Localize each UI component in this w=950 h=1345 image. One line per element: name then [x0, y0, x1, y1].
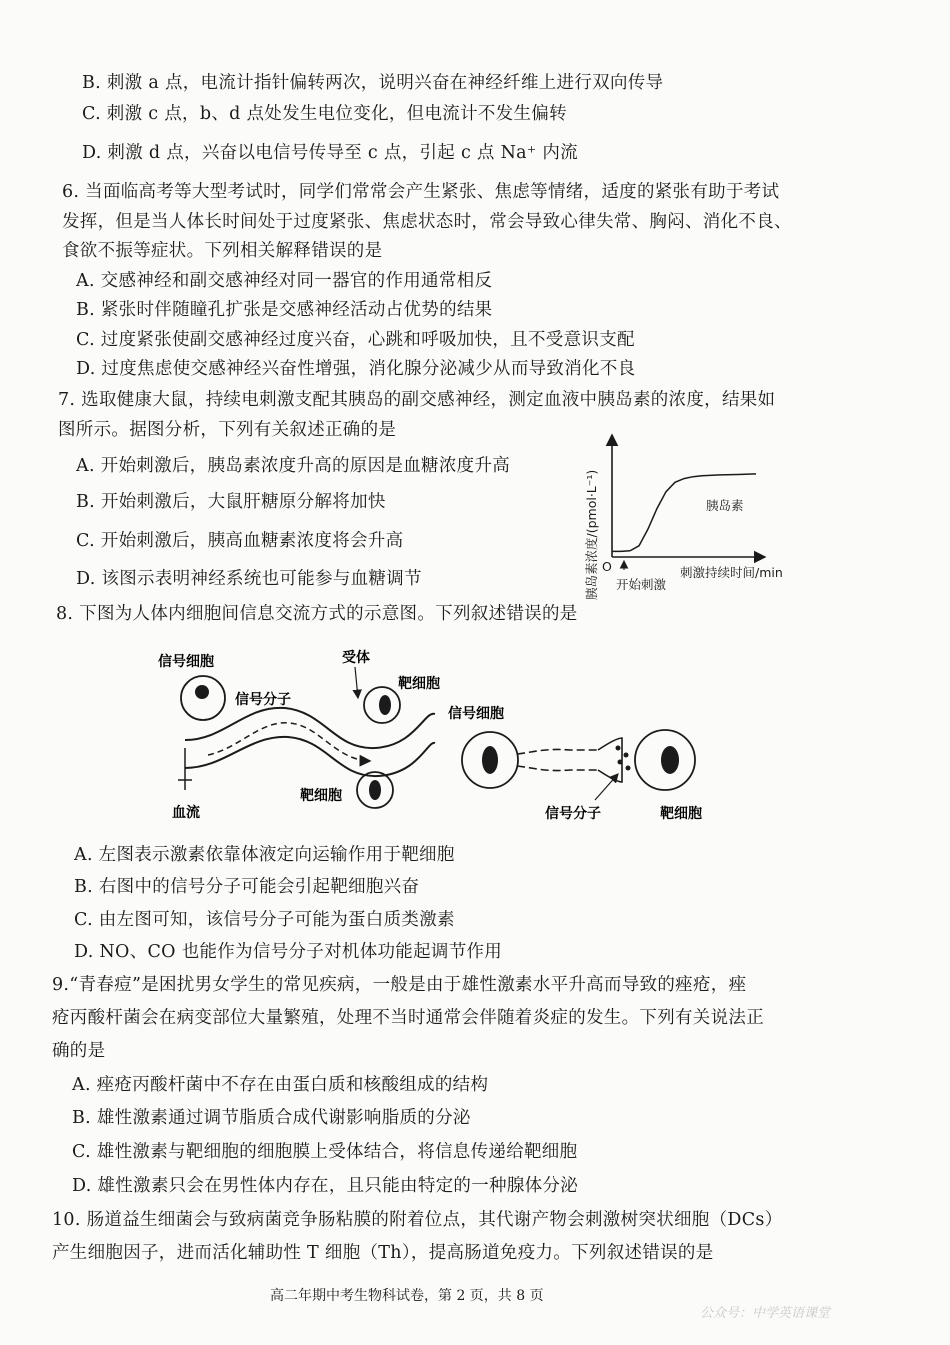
q8-option-d: D. NO、CO 也能作为信号分子对机体功能起调节作用 — [74, 942, 503, 962]
q7-stem-line-2: 图所示。据图分析，下列有关叙述正确的是 — [58, 420, 397, 440]
cell-signal-diagram — [150, 640, 730, 830]
right-signal-molecule-label: 信号分子 — [545, 806, 601, 822]
stimulus-label: 开始刺激 — [616, 577, 667, 592]
q5-option-c: C. 刺激 c 点，b、d 点处发生电位变化，但电流计不发生偏转 — [82, 104, 567, 124]
y-axis-label: 胰岛素浓度/(pmol·L⁻¹) — [584, 469, 599, 600]
q9-option-a: A. 痤疮丙酸杆菌中不存在由蛋白质和核酸组成的结构 — [72, 1075, 489, 1095]
left-target-cell-bottom-label: 靶细胞 — [300, 788, 342, 804]
q6-option-d: D. 过度焦虑使交感神经兴奋性增强，消化腺分泌减少从而导致消化不良 — [76, 359, 636, 379]
left-signal-cell-nucleus — [195, 685, 209, 699]
receptor-label: 受体 — [342, 650, 370, 666]
blood-flow-label: 血流 — [172, 805, 200, 821]
page-footer: 高二年期中考生物科试卷，第 2 页，共 8 页 — [270, 1288, 544, 1304]
q7-stem-line-1: 7. 选取健康大鼠，持续电刺激支配其胰岛的副交感神经，测定血液中胰岛素的浓度，结果如 — [58, 390, 776, 410]
q9-stem-line-2: 疮丙酸杆菌会在病变部位大量繁殖，处理不当时通常会伴随着炎症的发生。下列有关说法正 — [52, 1008, 764, 1028]
q9-stem-line-3: 确的是 — [52, 1041, 106, 1061]
x-axis-label: 刺激持续时间/min — [680, 565, 783, 580]
left-signal-cell-label: 信号细胞 — [158, 654, 214, 670]
right-signal-cell-label: 信号细胞 — [448, 706, 504, 722]
left-signal-molecule-label: 信号分子 — [235, 692, 291, 708]
right-target-cell-label: 靶细胞 — [660, 806, 702, 822]
q6-stem-line-2: 发挥，但是当人体长时间处于过度紧张、焦虑状态时，常会导致心律失常、胸闷、消化不良、 — [62, 212, 792, 232]
watermark: 公众号：中学英语课堂 — [700, 1306, 831, 1321]
q9-option-b: B. 雄性激素通过调节脂质合成代谢影响脂质的分泌 — [72, 1108, 471, 1128]
q6-option-b: B. 紧张时伴随瞳孔扩张是交感神经活动占优势的结果 — [76, 300, 493, 320]
axon-terminal — [598, 738, 622, 782]
q10-stem-line-1: 10. 肠道益生细菌会与致病菌竞争肠粘膜的附着位点，其代谢产物会刺激树突状细胞（DCs） — [52, 1210, 783, 1230]
axon — [517, 749, 598, 770]
left-target-cell-top-label: 靶细胞 — [398, 676, 440, 692]
q5-option-d: D. 刺激 d 点，兴奋以电信号传导至 c 点，引起 c 点 Na⁺ 内流 — [82, 143, 578, 163]
q6-option-c: C. 过度紧张使副交感神经过度兴奋，心跳和呼吸加快，且不受意识支配 — [76, 330, 635, 350]
q6-option-a: A. 交感神经和副交感神经对同一器官的作用通常相反 — [76, 271, 493, 291]
right-figure-neural — [448, 705, 702, 822]
q8-option-b: B. 右图中的信号分子可能会引起靶细胞兴奋 — [74, 877, 420, 897]
series-label: 胰岛素 — [706, 498, 744, 513]
q6-stem-line-3: 食欲不振等症状。下列相关解释错误的是 — [62, 241, 383, 261]
q8-option-c: C. 由左图可知，该信号分子可能为蛋白质类激素 — [74, 910, 455, 930]
origin-label: O — [602, 559, 612, 574]
q7-option-a: A. 开始刺激后，胰岛素浓度升高的原因是血糖浓度升高 — [76, 456, 511, 476]
left-figure-endocrine — [158, 649, 440, 821]
q9-option-c: C. 雄性激素与靶细胞的细胞膜上受体结合，将信息传递给靶细胞 — [72, 1142, 578, 1162]
q7-option-d: D. 该图示表明神经系统也可能参与血糖调节 — [76, 569, 422, 589]
q8-option-a: A. 左图表示激素依靠体液定向运输作用于靶细胞 — [74, 845, 455, 865]
q9-stem-line-1: 9.“青春痘”是困扰男女学生的常见疾病，一般是由于雄性激素水平升高而导致的痤疮，痤 — [52, 975, 747, 995]
q7-option-b: B. 开始刺激后，大鼠肝糖原分解将加快 — [76, 492, 386, 512]
q7-option-c: C. 开始刺激后，胰高血糖素浓度将会升高 — [76, 531, 404, 551]
q8-stem: 8. 下图为人体内细胞间信息交流方式的示意图。下列叙述错误的是 — [56, 604, 578, 624]
q10-stem-line-2: 产生细胞因子，进而活化辅助性 T 细胞（Th），提高肠道免疫力。下列叙述错误的是 — [52, 1243, 714, 1263]
q5-option-b: B. 刺激 a 点，电流计指针偏转两次，说明兴奋在神经纤维上进行双向传导 — [82, 73, 664, 93]
q9-option-d: D. 雄性激素只会在男性体内存在，且只能由特定的一种腺体分泌 — [72, 1176, 579, 1196]
insulin-chart — [560, 425, 860, 600]
q6-stem-line-1: 6. 当面临高考等大型考试时，同学们常常会产生紧张、焦虑等情绪，适度的紧张有助于考试 — [62, 182, 780, 202]
